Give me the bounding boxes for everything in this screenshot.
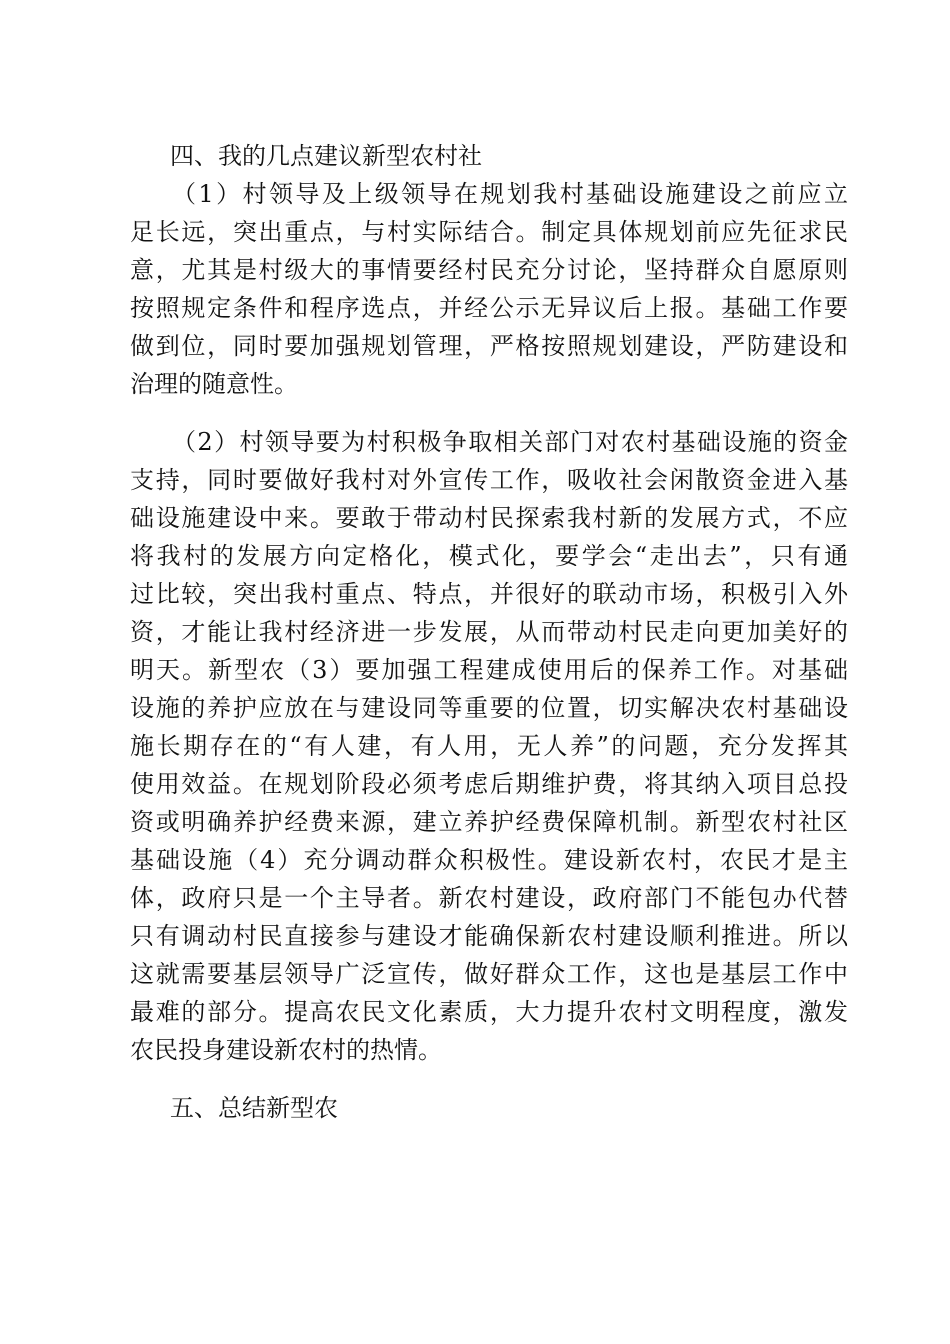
paragraph-line: 础设施建设中来。要敢于带动村民探索我村新的发展方式，不应 [130,504,848,532]
paragraph-line: 资或明确养护经费来源，建立养护经费保障机制。新型农村社区 [130,808,848,836]
paragraph-line: （2）村领导要为村积极争取相关部门对农村基础设施的资金 [172,428,848,456]
paragraph-line: 资，才能让我村经济进一步发展，从而带动村民走向更加美好的 [130,618,848,646]
paragraph-line: 治理的随意性。 [130,370,298,398]
paragraph-line: 按照规定条件和程序选点，并经公示无异议后上报。基础工作要 [130,294,848,322]
paragraph-line: 将我村的发展方向定格化，模式化，要学会“走出去”，只有通 [130,542,848,570]
paragraph-line: 支持，同时要做好我村对外宣传工作，吸收社会闲散资金进入基 [130,466,848,494]
paragraph-line: 过比较，突出我村重点、特点，并很好的联动市场，积极引入外 [130,580,848,608]
paragraph-line: 使用效益。在规划阶段必须考虑后期维护费，将其纳入项目总投 [130,770,848,798]
section-heading-5: 五、总结新型农 [170,1094,338,1122]
paragraph-line: 明天。新型农（3）要加强工程建成使用后的保养工作。对基础 [130,656,848,684]
section-heading-4: 四、我的几点建议新型农村社 [170,142,482,170]
paragraph-line: 最难的部分。提高农民文化素质，大力提升农村文明程度，激发 [130,998,848,1026]
paragraph-line: 基础设施（4）充分调动群众积极性。建设新农村，农民才是主 [130,846,848,874]
paragraph-line: （1）村领导及上级领导在规划我村基础设施建设之前应立 [172,180,848,208]
paragraph-line: 体，政府只是一个主导者。新农村建设，政府部门不能包办代替 [130,884,848,912]
paragraph-line: 施长期存在的“有人建，有人用，无人养”的问题，充分发挥其 [130,732,848,760]
paragraph-line: 设施的养护应放在与建设同等重要的位置，切实解决农村基础设 [130,694,848,722]
paragraph-line: 足长远，突出重点，与村实际结合。制定具体规划前应先征求民 [130,218,848,246]
paragraph-line: 意，尤其是村级大的事情要经村民充分讨论，坚持群众自愿原则 [130,256,848,284]
paragraph-line: 农民投身建设新农村的热情。 [130,1036,442,1064]
paragraph-line: 这就需要基层领导广泛宣传，做好群众工作，这也是基层工作中 [130,960,848,988]
paragraph-line: 只有调动村民直接参与建设才能确保新农村建设顺利推进。所以 [130,922,848,950]
paragraph-line: 做到位，同时要加强规划管理，严格按照规划建设，严防建设和 [130,332,848,360]
